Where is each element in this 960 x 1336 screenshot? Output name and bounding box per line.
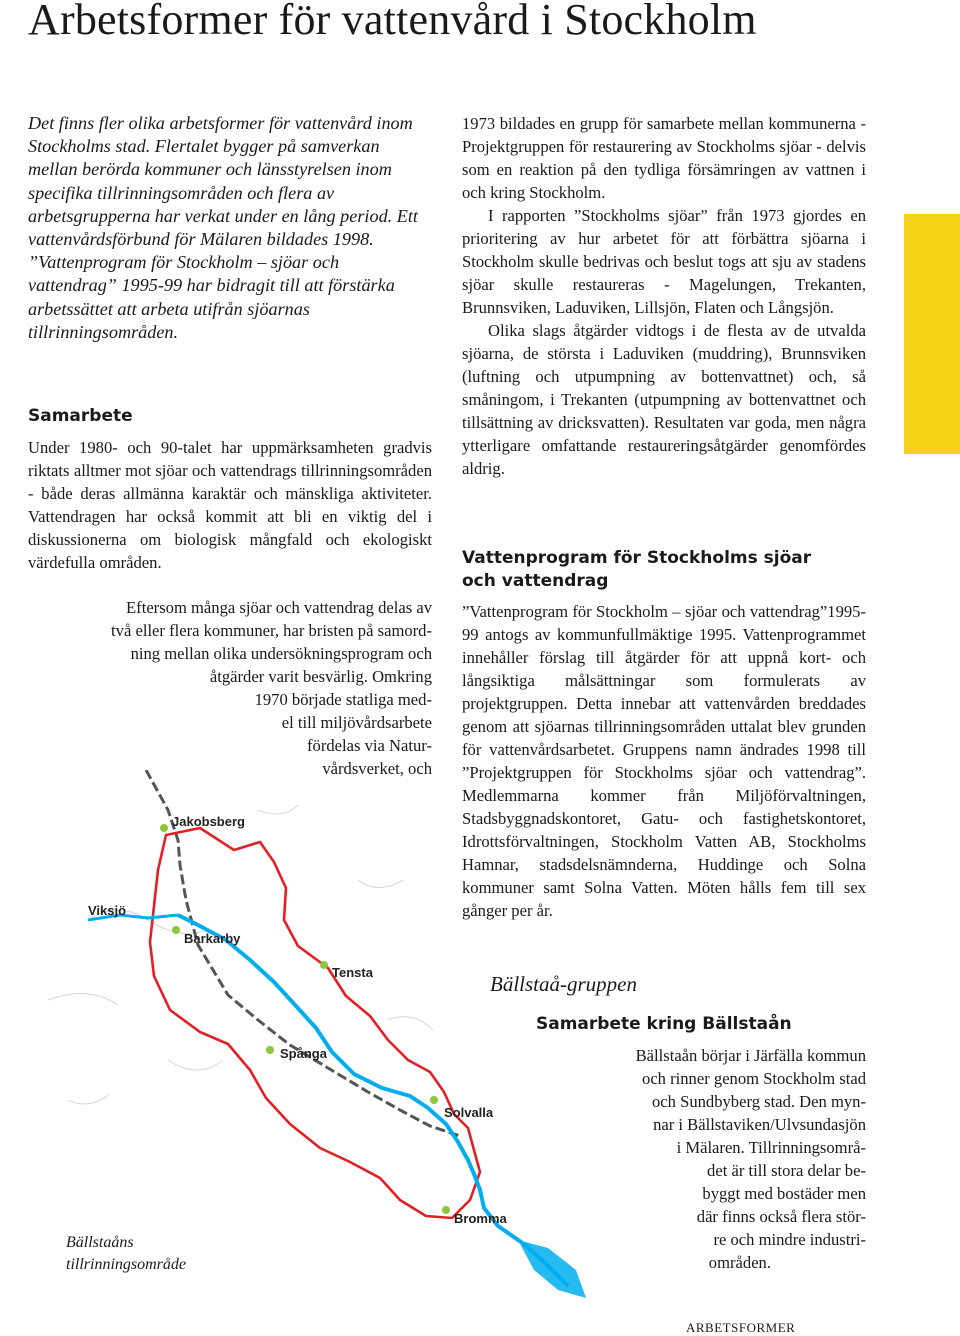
place-bromma [442, 1206, 508, 1226]
ballstaviken-water [518, 1240, 586, 1298]
right-paragraph-2: I rapporten ”Stockholms sjöar” från 1973 gjordes en prioritering av hur arbetet för att förbättra sjöarna i Stockholm skulle bedrivas och beslut togs att sju av stadens sjöar skulle restaureras - Magelungen, Trekanten, Brunnsviken, Laduviken, Lillsjön, Flaten och Långsjön. [462, 206, 866, 317]
page-footer: ARBETSFORMER [686, 1320, 796, 1335]
ballsta-line-5: det är till stora delar be- [707, 1161, 866, 1180]
p2-line-0: Eftersom många sjöar och vattendrag delas av [126, 598, 432, 617]
map-caption [66, 1232, 186, 1276]
place-label: Bromma [454, 1211, 507, 1226]
catchment-boundary [150, 828, 480, 1218]
p2-line-2: ning mellan olika undersökningsprogram och [130, 644, 432, 663]
place-marker [160, 824, 168, 832]
ballsta-line-2: och Sundbyberg stad. Den myn- [651, 1092, 866, 1111]
p2-line-6: fördelas via Natur- [307, 736, 432, 755]
catchment-map [28, 770, 588, 1310]
page-title: Arbetsformer för vattenvård i Stockholm [28, 0, 757, 44]
right-paragraph-3: Olika slags åtgärder vidtogs i de flesta av de utvalda sjöarna, de största i Laduviken (muddring), Brunnsviken (luftning och utpumpning av bottenvattnet) och, så småningom, i Trekanten (utpumpning av bottenvattnet och tillsättning av dricksvatten). Resultaten var goda, men några ytterligare omfattande restaureringsåtgärder genomfördes aldrig. [462, 321, 866, 478]
vattenprogram-heading-line-1: Vattenprogram för Stockholms sjöar [462, 548, 812, 568]
ballsta-line-8: re och mindre industri- [713, 1230, 866, 1249]
right-paragraph-1: 1973 bildades en grupp för samarbete mellan kommunerna - Projektgruppen för restaurering av Stockholms sjöar - delvis som en reaktion på den tydliga försämringen av vattnen i och kring Stockholm. [462, 114, 866, 202]
ballsta-line-6: byggt med bostäder men [702, 1184, 866, 1203]
samarbete-heading: Samarbete [28, 406, 133, 426]
place-label: Jakobsberg [172, 814, 245, 829]
place-label: Solvalla [444, 1105, 494, 1120]
place-marker [320, 961, 328, 969]
ballsta-line-1: och rinner genom Stockholm stad [642, 1069, 866, 1088]
right-column-intro [462, 112, 866, 480]
place-marker [266, 1046, 274, 1054]
ballsta-subtitle: Bällstaå-gruppen [490, 972, 637, 996]
p2-line-4: 1970 började statliga med- [254, 690, 432, 709]
place-marker [172, 926, 180, 934]
ballsta-line-7: där finns också flera stör- [696, 1207, 866, 1226]
place-spanga [266, 1046, 328, 1061]
section-tab [904, 214, 960, 454]
vattenprogram-heading-line-2: och vattendrag [462, 571, 609, 591]
p2-line-1: två eller flera kommuner, har bristen på samord- [111, 621, 432, 640]
samarbete-paragraph-1: Under 1980- och 90-talet har uppmärksamheten gradvis riktats alltmer mot sjöar och vattendrags tillrinningsområden - både deras allmänna karaktär och mänskliga aktiviteter. Vattendragen har också kommit att bli en viktig del i diskussionerna om biologisk mångfald och ekologiskt värdefulla områden. [28, 438, 432, 572]
place-marker [430, 1096, 438, 1104]
ballsta-line-0: Bällstaån börjar i Järfälla kommun [635, 1046, 866, 1065]
map-caption-line-1: Bällstaåns [66, 1234, 134, 1251]
place-label: Spånga [280, 1046, 327, 1061]
ballsta-line-9: områden. [708, 1253, 771, 1272]
vattenprogram-paragraph: ”Vattenprogram för Stockholm – sjöar och vattendrag”1995-99 antogs av kommunfullmäktige 1995. Vattenprogrammet innehåller förslag till åtgärder för att uppnå kort- och långsiktiga målsättningar som formulerats av projektgruppen. Detta innebar att vattenvården breddades genom att sjöarnas tillrinningsområden uttalat blev grunden för vattenvårdsarbetet. Gruppens namn ändrades 1998 till ”Projektgruppen för Stockholms sjöar och vattendrag”. Medlemmarna kommer från Miljöförvaltningen, Stadsbyggnadskontoret, Gatu- och fastighetskontoret, Idrottsförvaltningen, Stockholm Vatten AB, Stockholms Hamnar, stadsdelsnämnderna, Huddinge och Solna kommuner samt Solna Vatten. Möten hålls fem till sex gånger per år. [462, 602, 866, 920]
p2-line-5: el till miljövårdsarbete [281, 713, 432, 732]
p2-line-7: vårdsverket, och [322, 759, 432, 778]
place-label: Tensta [332, 965, 373, 980]
ballstaan-river [178, 915, 568, 1286]
map-caption-line-2: tillrinningsområde [66, 1256, 187, 1273]
vattenprogram-heading [462, 547, 811, 593]
ballsta-heading: Samarbete kring Bällstaån [536, 1014, 792, 1034]
place-viksjo [88, 903, 126, 918]
place-tensta [320, 961, 374, 980]
p2-line-3: åtgärder varit besvärlig. Omkring [209, 667, 432, 686]
place-label: Barkarby [184, 931, 241, 946]
intro-paragraph: Det finns fler olika arbetsformer för vattenvård inom Stockholms stad. Flertalet bygger på samverkan mellan berörda kommuner och länsstyrelsen inom specifika tillrinningsområden och flera av arbetsgrupperna har verkat under en lång period. Ett vattenvårdsförbund för Mälaren bildades 1998. ”Vattenprogram för Stockholm – sjöar och vattendrag” 1995-99 har bidragit till att förstärka arbetssättet att arbeta utifrån sjöarnas tillrinningsområden. [28, 113, 418, 342]
ballsta-line-3: nar i Bällstaviken/Ulvsundasjön [653, 1115, 866, 1134]
place-marker [442, 1206, 450, 1214]
place-label: Viksjö [88, 903, 127, 918]
ballsta-line-4: i Mälaren. Tillrinningsområ- [676, 1138, 866, 1157]
